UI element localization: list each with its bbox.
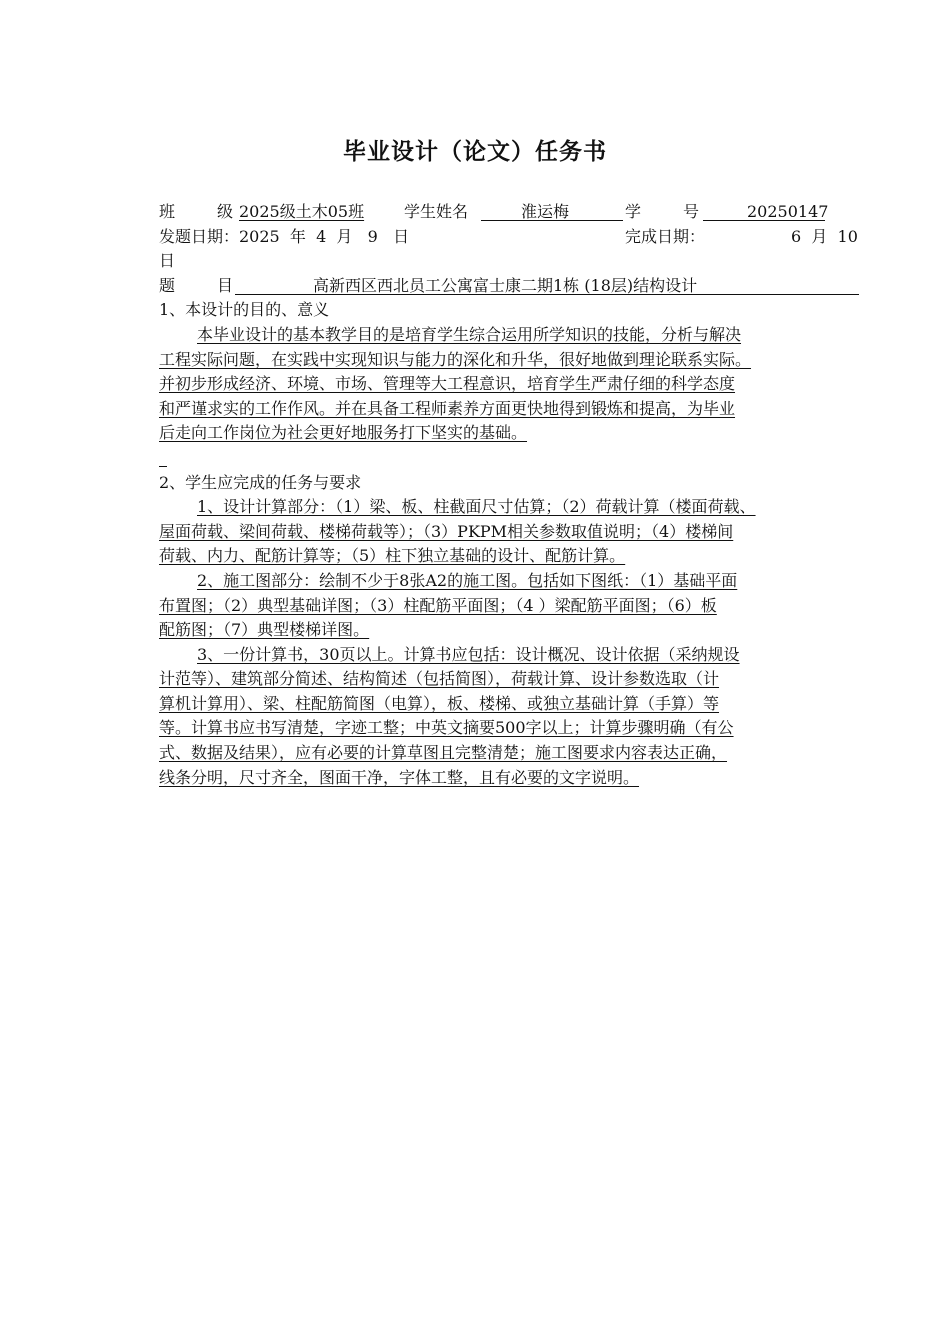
info-row-class <box>159 200 859 225</box>
document-body <box>159 200 859 790</box>
section1-line: 本毕业设计的基本教学目的是培育学生综合运用所学知识的技能，分析与解决 <box>197 324 742 344</box>
section2-item1-line: 荷载、内力、配筋计算等；（5）柱下独立基础的设计、配筋计算。 <box>159 546 626 566</box>
section2-item3-line: 式、数据及结果），应有必要的计算草图且完整清楚；施工图要求内容表达正确， <box>159 743 728 763</box>
info-row-topic <box>159 274 859 299</box>
info-row-dates <box>159 225 859 250</box>
section1-heading: 1、本设计的目的、意义 <box>159 300 330 320</box>
section1-line: 并初步形成经济、环境、市场、管理等大工程意识，培育学生严肃仔细的科学态度 <box>159 374 736 394</box>
info-row-date-suffix <box>159 249 859 274</box>
student-name-value: 淮运梅 <box>521 202 570 221</box>
section2-item2-line: 布置图；（2）典型基础详图；（3）柱配筋平面图；（4 ）梁配筋平面图；（6）板 <box>159 595 717 615</box>
section2-item3-line: 等。计算书应书写清楚，字迹工整；中英文摘要500字以上；计算步骤明确（有公 <box>159 718 734 738</box>
section1-line: 后走向工作岗位为社会更好地服务打下坚实的基础。 <box>159 423 528 443</box>
class-label-2: 级 <box>217 202 234 221</box>
section1-blank-line <box>159 446 859 471</box>
complete-date-value: 6 月 10 <box>791 226 858 246</box>
topic-label-2: 目 <box>217 275 234 295</box>
section2-item1-line: 屋面荷载、梁间荷载、楼梯荷载等）；（3）PKPM相关参数取值说明；（4）楼梯间 <box>159 521 734 541</box>
section2-item3-line: 线条分明，尺寸齐全，图面干净，字体工整，且有必要的文字说明。 <box>159 767 640 787</box>
section2-item1-line: 1、设计计算部分：（1）梁、板、柱截面尺寸估算；（2）荷载计算（楼面荷载、 <box>197 497 756 517</box>
student-id-label-2: 号 <box>683 202 700 221</box>
section2-heading: 2、学生应完成的任务与要求 <box>159 472 362 492</box>
section2-item2-line: 配筋图；（7）典型楼梯详图。 <box>159 620 370 640</box>
section2-item2-line: 2、施工图部分：绘制不少于8张A2的施工图。包括如下图纸：（1）基础平面 <box>197 570 738 590</box>
student-id-label-1: 学 <box>625 202 642 221</box>
topic-value: 高新西区西北员工公寓富士康二期1栋 (18层)结构设计 <box>313 275 698 295</box>
class-label-1: 班 <box>159 202 176 221</box>
section2-item3-line: 算机计算用）、梁、柱配筋简图（电算），板、楼梯、或独立基础计算（手算）等 <box>159 693 720 713</box>
section1-line: 工程实际问题，在实践中实现知识与能力的深化和升华，很好地做到理论联系实际。 <box>159 349 752 369</box>
blank-underline <box>159 448 167 467</box>
document-title: 毕业设计（论文）任务书 <box>343 139 607 165</box>
complete-date-label: 完成日期： <box>625 226 706 246</box>
issue-date: 发题日期：2025 年 4 月 9 日 <box>159 226 410 246</box>
class-value: 2025级土木05班 <box>239 202 365 221</box>
student-name-label: 学生姓名 <box>404 202 469 221</box>
section2-item3-line: 3、一份计算书，30页以上。计算书应包括：设计概况、设计依据（采纳规设 <box>197 644 740 664</box>
complete-date-suffix: 日 <box>159 251 176 271</box>
topic-label-1: 题 <box>159 275 176 295</box>
student-id-value: 20250147 <box>747 202 829 221</box>
section1-line: 和严谨求实的工作作风。并在具备工程师素养方面更快地得到锻炼和提高，为毕业 <box>159 398 736 418</box>
section2-item3-line: 计范等）、建筑部分简述、结构简述（包括简图），荷载计算、设计参数选取（计 <box>159 669 720 689</box>
